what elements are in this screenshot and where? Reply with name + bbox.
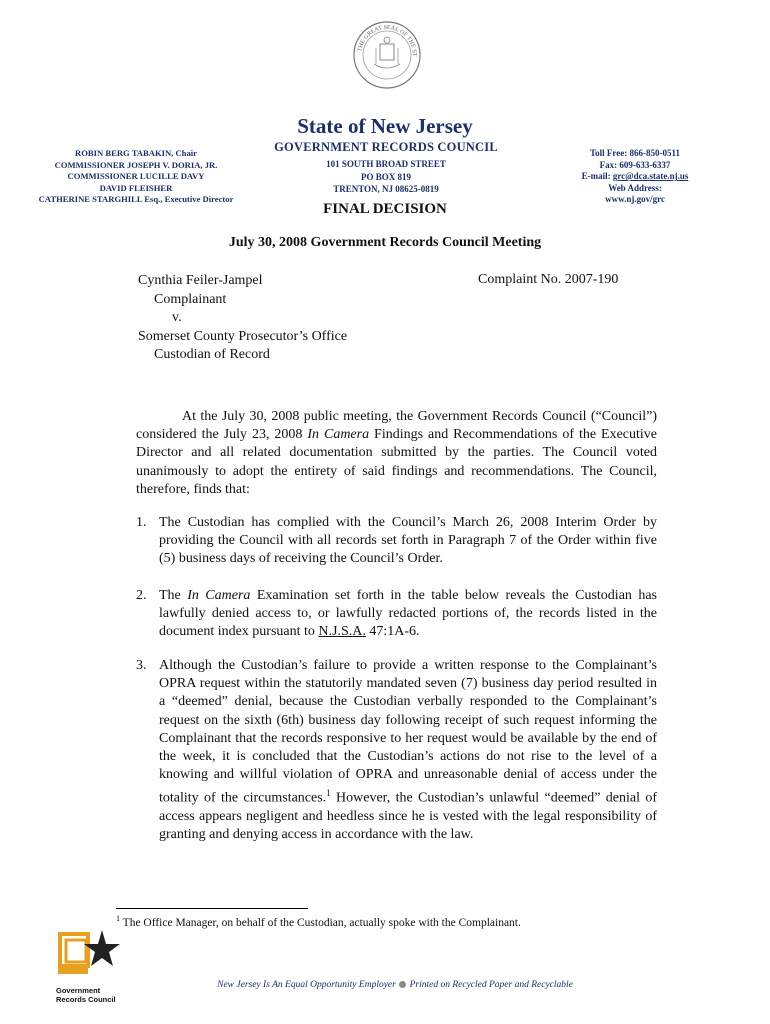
custodian-role: Custodian of Record — [154, 347, 270, 362]
email-link[interactable]: grc@dca.state.nj.us — [612, 171, 689, 182]
item-text — [159, 657, 657, 845]
item-number: 2. — [136, 588, 147, 603]
seal-graphic — [352, 20, 422, 90]
statute-link: N.J.S.A. — [318, 624, 366, 640]
footnote-text: The Office Manager, on behalf of the Custodian, actually spoke with the Complainant. — [122, 916, 521, 929]
intro-text: At the July 30, 2008 public meeting, the Government Records Council (“Council”) considered the July 23, 2008 — [136, 409, 657, 443]
meeting-heading: July 30, 2008 Government Records Council Meeting — [228, 235, 542, 250]
intro-text-cont: Findings and Recommendations of the Executive Director and all related documentation submitted by the parties. The Council voted unanimously to adopt the entirety of said findings and recommendations. The Council, therefore, finds that: — [136, 427, 657, 497]
finding-item-1 — [136, 514, 657, 569]
address-line: 101 SOUTH BROAD STREET — [326, 159, 446, 169]
logo-line: Records Council — [56, 995, 116, 1004]
parties-block — [138, 272, 347, 365]
toll-free: Toll Free: 866-850-0511 — [590, 148, 680, 158]
state-title: State of New Jersey — [297, 114, 473, 138]
recycle-icon — [399, 981, 406, 988]
commissioner-line: CATHERINE STARGHILL Esq., Executive Director — [38, 194, 234, 205]
logo-line: Government — [56, 986, 101, 995]
commissioner-line: COMMISSIONER LUCILLE DAVY — [67, 171, 205, 182]
footer-text-cont: Printed on Recycled Paper and Recyclable — [407, 980, 573, 990]
fax: Fax: 609-633-6337 — [599, 159, 671, 170]
footnote-number: 1 — [116, 914, 120, 923]
footnote-ref: 1 — [326, 788, 331, 799]
web-label: Web Address: — [608, 182, 662, 193]
item2-text-a: The — [159, 588, 188, 603]
intro-paragraph — [136, 408, 657, 499]
item-text — [159, 587, 657, 642]
footnote-divider — [116, 908, 308, 909]
item-text: The Custodian has complied with the Council’s March 26, 2008 Interim Order by providing the Council with all records set forth in Paragraph 7 of the Order within five (5) business days of receiving the Council’s Order. — [159, 515, 657, 567]
contact-block — [560, 148, 710, 206]
web-link[interactable]: www.nj.gov/grc — [605, 194, 665, 205]
address-line: PO BOX 819 — [360, 171, 411, 182]
state-seal — [352, 20, 422, 90]
email-label: E-mail: — [581, 171, 613, 182]
item-number: 3. — [136, 658, 147, 673]
commissioner-line: COMMISSIONER JOSEPH V. DORIA, JR. — [54, 159, 218, 170]
item3-text-a: Although the Custodian’s failure to provide a written response to the Complainant’s OPRA request within the statutorily mandated seven (7) business day period resulted in a “deemed” denial, because the Custodian verbally responded to the Complainant’s request on the sixth (6th) business day following receipt of such request informing the Complainant that the records responsive to her request would be available by the end of the week, it is concluded that the Custodian’s actions do not rise to the level of a knowing and willful violation of OPRA and unreasonable denial of access under the totality of the circumstances. — [159, 658, 657, 807]
commissioners-list — [30, 148, 242, 206]
commissioner-line: ROBIN BERG TABAKIN, Chair — [75, 148, 197, 158]
footer-text: New Jersey Is An Equal Opportunity Employer — [217, 980, 399, 990]
grc-logo-icon — [56, 928, 122, 986]
item-number: 1. — [136, 515, 147, 530]
commissioner-line: DAVID FLEISHER — [99, 182, 173, 193]
item2-text-b: Examination set forth in the table below reveals the Custodian has lawfully denied access to, or lawfully redacted portions of, the records listed in the document index pursuant to — [159, 588, 658, 640]
seal-text: THE GREAT SEAL OF THE ST — [357, 24, 418, 57]
footnote — [116, 914, 521, 929]
complaint-number: Complaint No. 2007-190 — [478, 272, 619, 287]
finding-item-2 — [136, 587, 657, 642]
item3-text-b: However, the Custodian’s unlawful “deemed” denial of access appears negligent and heedless since he is vested with the legal responsibility of granting and denying access in accordance with the law. — [159, 791, 657, 843]
page-footer — [0, 980, 770, 990]
document-title: FINAL DECISION — [323, 201, 447, 217]
custodian-name: Somerset County Prosecutor’s Office — [138, 328, 348, 344]
address-line: TRENTON, NJ 08625-0819 — [333, 184, 439, 194]
council-name: GOVERNMENT RECORDS COUNCIL — [274, 140, 498, 154]
intro-italic: In Camera — [307, 427, 370, 443]
item2-italic: In Camera — [187, 588, 251, 603]
complainant-name: Cynthia Feiler-Jampel — [138, 273, 263, 288]
council-address-block — [256, 140, 516, 196]
versus: v. — [172, 310, 182, 325]
complainant-role: Complainant — [154, 291, 227, 307]
finding-item-3 — [136, 657, 657, 845]
item2-text-c: 47:1A-6. — [365, 624, 420, 640]
